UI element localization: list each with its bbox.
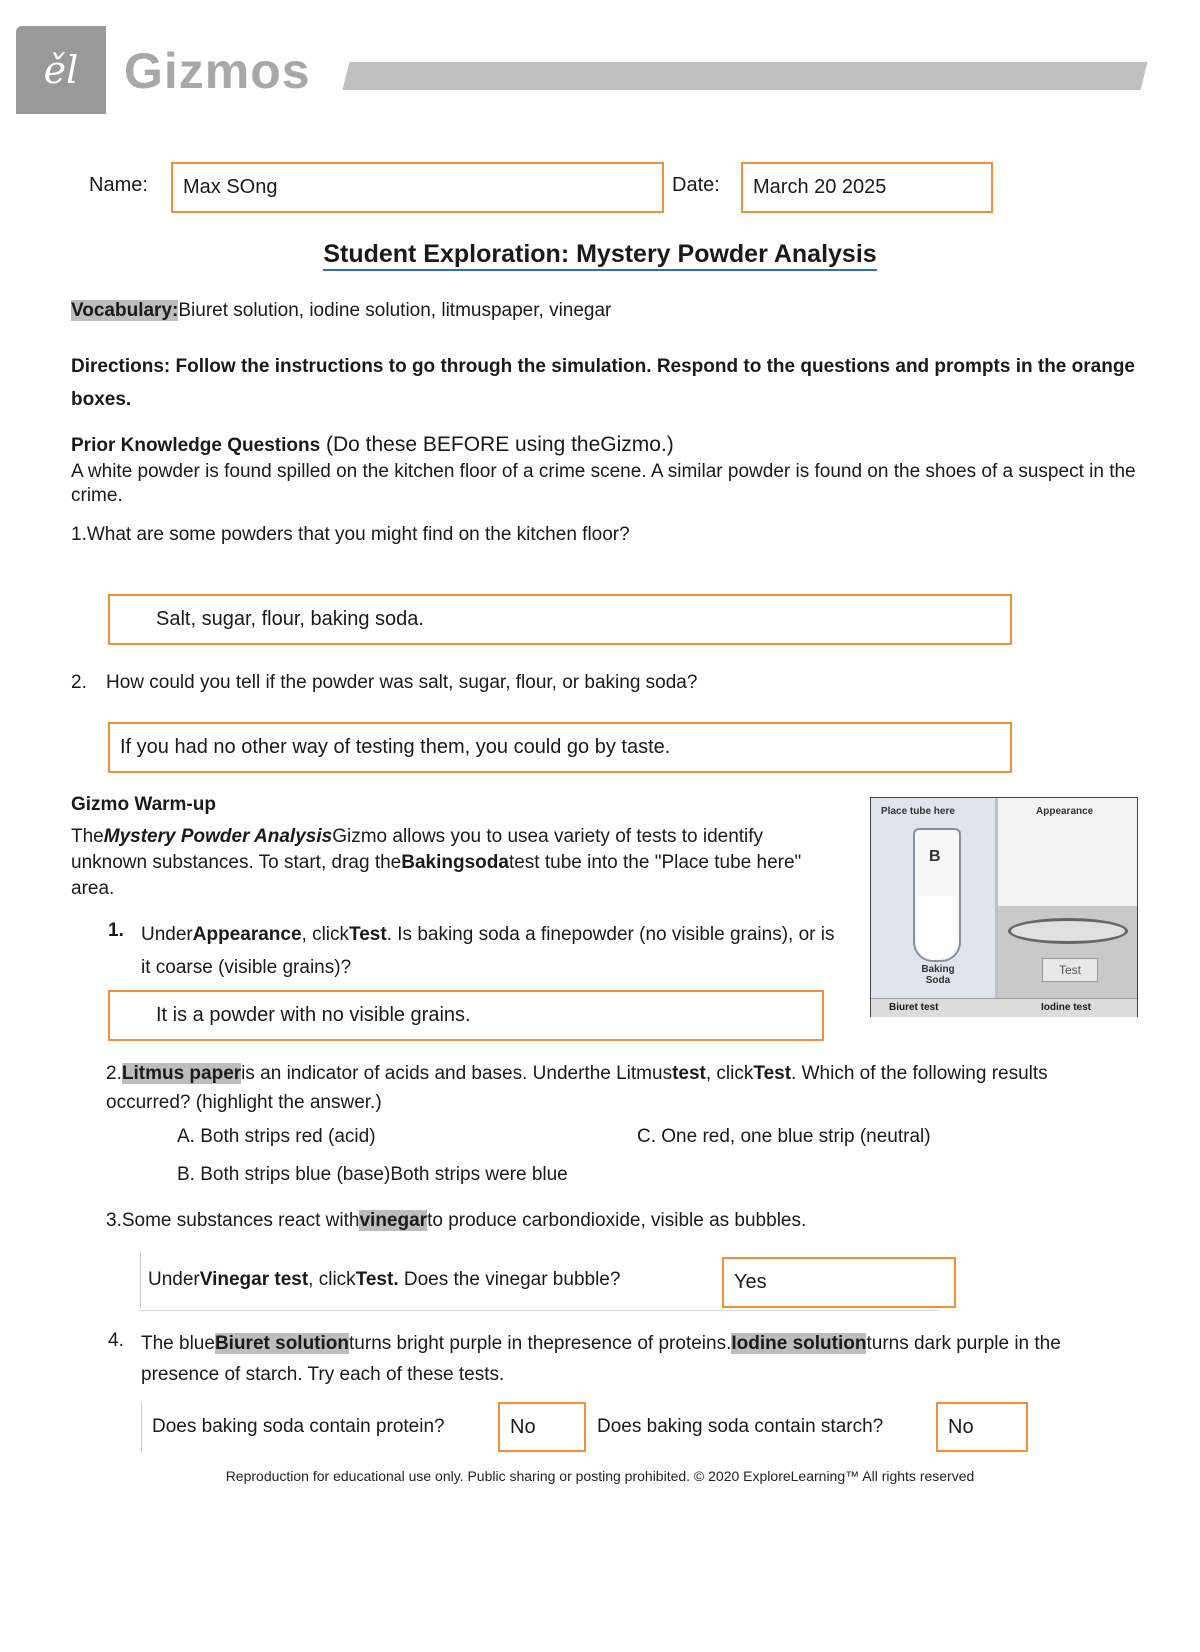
prior-answer-1[interactable]: Salt, sugar, flour, baking soda. [108,594,1012,645]
place-tube-label: Place tube here [881,806,955,817]
starch-answer[interactable]: No [936,1402,1028,1452]
prior-answer-2[interactable]: If you had no other way of testing them, you could go by taste. [108,722,1012,773]
q4-divider [141,1402,146,1452]
biuret-tab: Biuret test [889,1002,939,1013]
tube-caption: Baking Soda [921,964,955,986]
powder-icon [917,896,957,958]
warmup-answer-1[interactable]: It is a powder with no visible grains. [108,990,824,1041]
warmup-question-3: 3.Some substances react withvinegarto produce carbondioxide, visible as bubbles. [106,1210,807,1231]
prior-question-1: 1.What are some powders that you might find on the kitchen floor? [71,524,630,545]
prior-heading: Prior Knowledge Questions (Do these BEFORE using theGizmo.) [71,433,674,456]
gizmo-screenshot [870,797,1138,1017]
directions: Directions: Follow the instructions to go through the simulation. Respond to the questions and prompts in the orange boxes. [71,356,1135,410]
warmup-question-1: UnderAppearance, clickTest. Is baking soda a finepowder (no visible grains), or is it coarse (visible grains)? [141,924,835,978]
warmup-q4-number: 4. [108,1330,124,1351]
iodine-tab: Iodine test [1041,1002,1092,1013]
q3-divider [140,1252,145,1308]
protein-prompt: Does baking soda contain protein? [152,1416,445,1437]
vinegar-answer[interactable]: Yes [722,1257,956,1308]
dish-icon [1008,918,1128,944]
vocabulary [71,298,1151,324]
test-tube-icon [913,828,961,962]
date-field[interactable]: March 20 2025 [741,162,993,213]
option-b[interactable]: B. Both strips blue (base)Both strips were blue [177,1164,568,1185]
prior-question-2: How could you tell if the powder was salt, sugar, flour, or baking soda? [106,672,698,693]
appearance-label: Appearance [1036,806,1094,817]
warmup-heading: Gizmo Warm-up [71,794,216,815]
prior-question-2-number: 2. [71,672,87,693]
prior-intro: A white powder is found spilled on the kitchen floor of a crime scene. A similar powder is found on the shoes of a suspect in the crime. [71,461,1136,506]
warmup-question-2: 2.Litmus paperis an indicator of acids and bases. Underthe Litmustest, clickTest. Which of the following results occurred? (highlight the answer.) [106,1063,1048,1113]
protein-answer[interactable]: No [498,1402,586,1452]
gizmo-test-button: Test [1042,958,1098,982]
starch-prompt: Does baking soda contain starch? [597,1416,884,1437]
q3-underline [140,1310,940,1311]
tube-letter: B [929,848,941,865]
warmup-q1-number: 1. [108,920,124,941]
date-label: Date: [672,174,720,196]
option-a[interactable]: A. Both strips red (acid) [177,1126,376,1147]
name-label: Name: [89,174,148,196]
brand-name: Gizmos [124,43,311,99]
gizmo-tab-bar [871,998,1137,1017]
footer-copyright: Reproduction for educational use only. Public sharing or posting prohibited. © 2020 ExploreLearning™ All rights reserved [225,1468,975,1484]
vinegar-prompt: UnderVinegar test, clickTest. Does the vinegar bubble? [148,1269,621,1290]
vocabulary-text: Biuret solution, iodine solution, litmuspaper, vinegar [178,300,612,321]
warmup-question-4: The blueBiuret solutionturns bright purple in thepresence of proteins.Iodine solutionturns dark purple in the presence of starch. Try each of these tests. [141,1333,1061,1385]
name-field[interactable]: Max SOng [171,162,664,213]
option-c[interactable]: C. One red, one blue strip (neutral) [637,1126,931,1147]
appearance-overlay [998,798,1137,998]
vocabulary-label: Vocabulary: [71,300,179,321]
header-bar [343,62,1148,90]
warmup-intro: TheMystery Powder AnalysisGizmo allows you to usea variety of tests to identify unknown substances. To start, drag theBakingsodatest tube into the "Place tube here" area. [71,826,802,899]
page-title: Student Exploration: Mystery Powder Analysis [0,240,1200,269]
gizmos-logo-icon: ěl [16,26,106,114]
place-tube-area [871,798,998,998]
